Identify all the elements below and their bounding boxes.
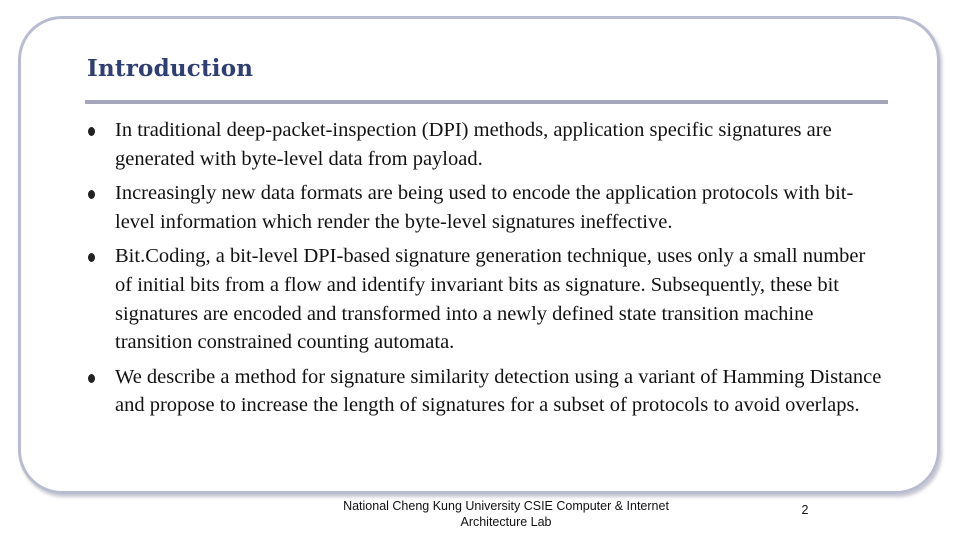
page-number: 2 <box>801 503 809 517</box>
footer-line-2: Architecture Lab <box>460 514 552 529</box>
footer-line-1: National Cheng Kung University CSIE Computer & Internet <box>343 499 669 513</box>
slide-title: Introduction <box>87 55 254 82</box>
bullet-text: In traditional deep-packet-inspection (DPI) methods, application specific signatures are generated with byte-level data from payload. <box>115 119 832 170</box>
bullet-dot-icon <box>88 190 95 199</box>
bullet-text: Bit.Coding, a bit-level DPI-based signature generation technique, uses only a small number of initial bits from a flow and identify invariant bits as signature. Subsequently, these bit signatures are encoded and transformed into a newly defined state transition machine transition constrained counting automata. <box>115 245 866 354</box>
bullet-dot-icon <box>88 127 95 136</box>
footer-affiliation <box>310 499 702 530</box>
bullet-dot-icon <box>88 374 95 383</box>
bullet-dot-icon <box>88 253 95 262</box>
bullet-item <box>85 179 885 236</box>
bullet-list <box>85 116 885 426</box>
bullet-item <box>85 242 885 356</box>
bullet-item <box>85 363 885 420</box>
bullet-text: Increasingly new data formats are being used to encode the application protocols with bit-level information which render the byte-level signatures ineffective. <box>115 182 854 233</box>
bullet-text: We describe a method for signature similarity detection using a variant of Hamming Distance and propose to increase the length of signatures for a subset of protocols to avoid overlaps. <box>115 365 882 417</box>
title-divider <box>85 100 888 104</box>
bullet-item <box>85 116 885 173</box>
